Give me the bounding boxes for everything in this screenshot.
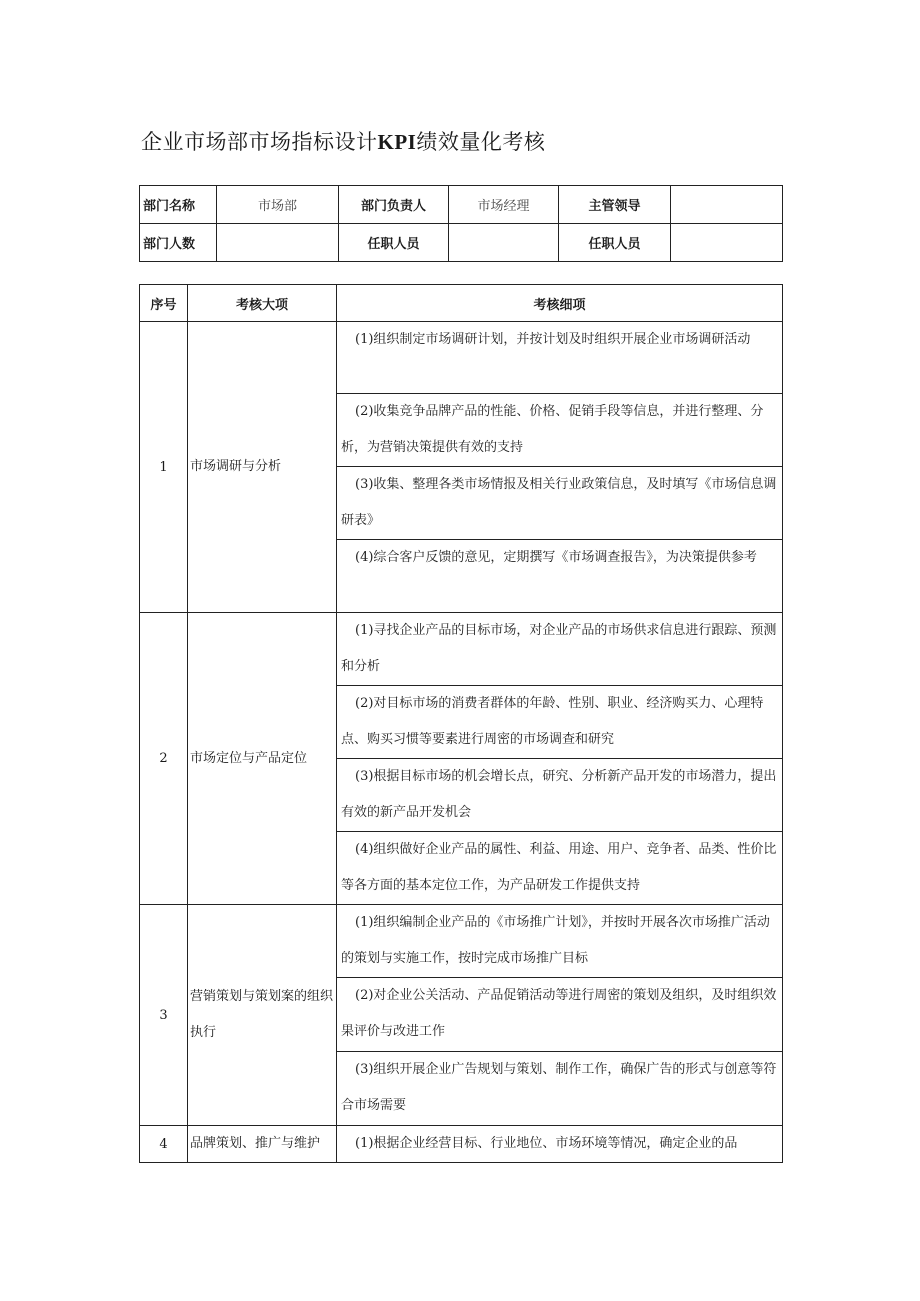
dept-name-label: 部门名称 <box>140 186 217 224</box>
staff-value <box>449 224 559 262</box>
row-number: 3 <box>140 905 188 1126</box>
row-detail: (1)寻找企业产品的目标市场，对企业产品的市场供求信息进行跟踪、预测和分析 <box>337 613 783 686</box>
table-row <box>140 905 783 978</box>
department-info-table <box>139 185 783 262</box>
staff-value <box>671 224 783 262</box>
headcount-label: 部门人数 <box>140 224 217 262</box>
row-detail: (1)组织制定市场调研计划，并按计划及时组织开展企业市场调研活动 <box>337 322 783 394</box>
info-row <box>140 224 783 262</box>
supervisor-value <box>671 186 783 224</box>
page-title: 企业市场部市场指标设计KPI绩效量化考核 <box>141 130 546 154</box>
row-number: 4 <box>140 1126 188 1163</box>
dept-name-value: 市场部 <box>217 186 339 224</box>
row-category: 市场定位与产品定位 <box>188 613 337 905</box>
headcount-value <box>217 224 339 262</box>
row-detail: (4)组织做好企业产品的属性、利益、用途、用户、竞争者、品类、性价比等各方面的基本定位工作，为产品研发工作提供支持 <box>337 832 783 905</box>
col-header-detail: 考核细项 <box>337 285 783 322</box>
row-category: 品牌策划、推广与维护 <box>188 1126 337 1163</box>
dept-head-value: 市场经理 <box>449 186 559 224</box>
row-category: 市场调研与分析 <box>188 322 337 613</box>
row-detail: (1)根据企业经营目标、行业地位、市场环境等情况，确定企业的品 <box>337 1126 783 1163</box>
kpi-header-row <box>140 285 783 322</box>
row-detail: (3)收集、整理各类市场情报及相关行业政策信息，及时填写《市场信息调研表》 <box>337 467 783 540</box>
row-detail: (1)组织编制企业产品的《市场推广计划》，并按时开展各次市场推广活动的策划与实施工作，按时完成市场推广目标 <box>337 905 783 978</box>
staff-label: 任职人员 <box>339 224 449 262</box>
supervisor-label: 主管领导 <box>559 186 671 224</box>
info-row <box>140 186 783 224</box>
table-row <box>140 613 783 686</box>
row-detail: (3)根据目标市场的机会增长点，研究、分析新产品开发的市场潜力，提出有效的新产品开发机会 <box>337 759 783 832</box>
row-detail: (2)对目标市场的消费者群体的年龄、性别、职业、经济购买力、心理特点、购买习惯等要素进行周密的市场调查和研究 <box>337 686 783 759</box>
kpi-table <box>139 284 783 1163</box>
row-number: 2 <box>140 613 188 905</box>
row-detail: (4)综合客户反馈的意见，定期撰写《市场调查报告》，为决策提供参考 <box>337 540 783 613</box>
row-number: 1 <box>140 322 188 613</box>
col-header-category: 考核大项 <box>188 285 337 322</box>
table-row <box>140 1126 783 1163</box>
dept-head-label: 部门负责人 <box>339 186 449 224</box>
staff-label: 任职人员 <box>559 224 671 262</box>
col-header-no: 序号 <box>140 285 188 322</box>
row-detail: (2)收集竞争品牌产品的性能、价格、促销手段等信息，并进行整理、分析，为营销决策提供有效的支持 <box>337 394 783 467</box>
row-category: 营销策划与策划案的组织执行 <box>188 905 337 1126</box>
table-row <box>140 322 783 394</box>
row-detail: (3)组织开展企业广告规划与策划、制作工作，确保广告的形式与创意等符合市场需要 <box>337 1052 783 1126</box>
row-detail: (2)对企业公关活动、产品促销活动等进行周密的策划及组织，及时组织效果评价与改进工作 <box>337 978 783 1052</box>
